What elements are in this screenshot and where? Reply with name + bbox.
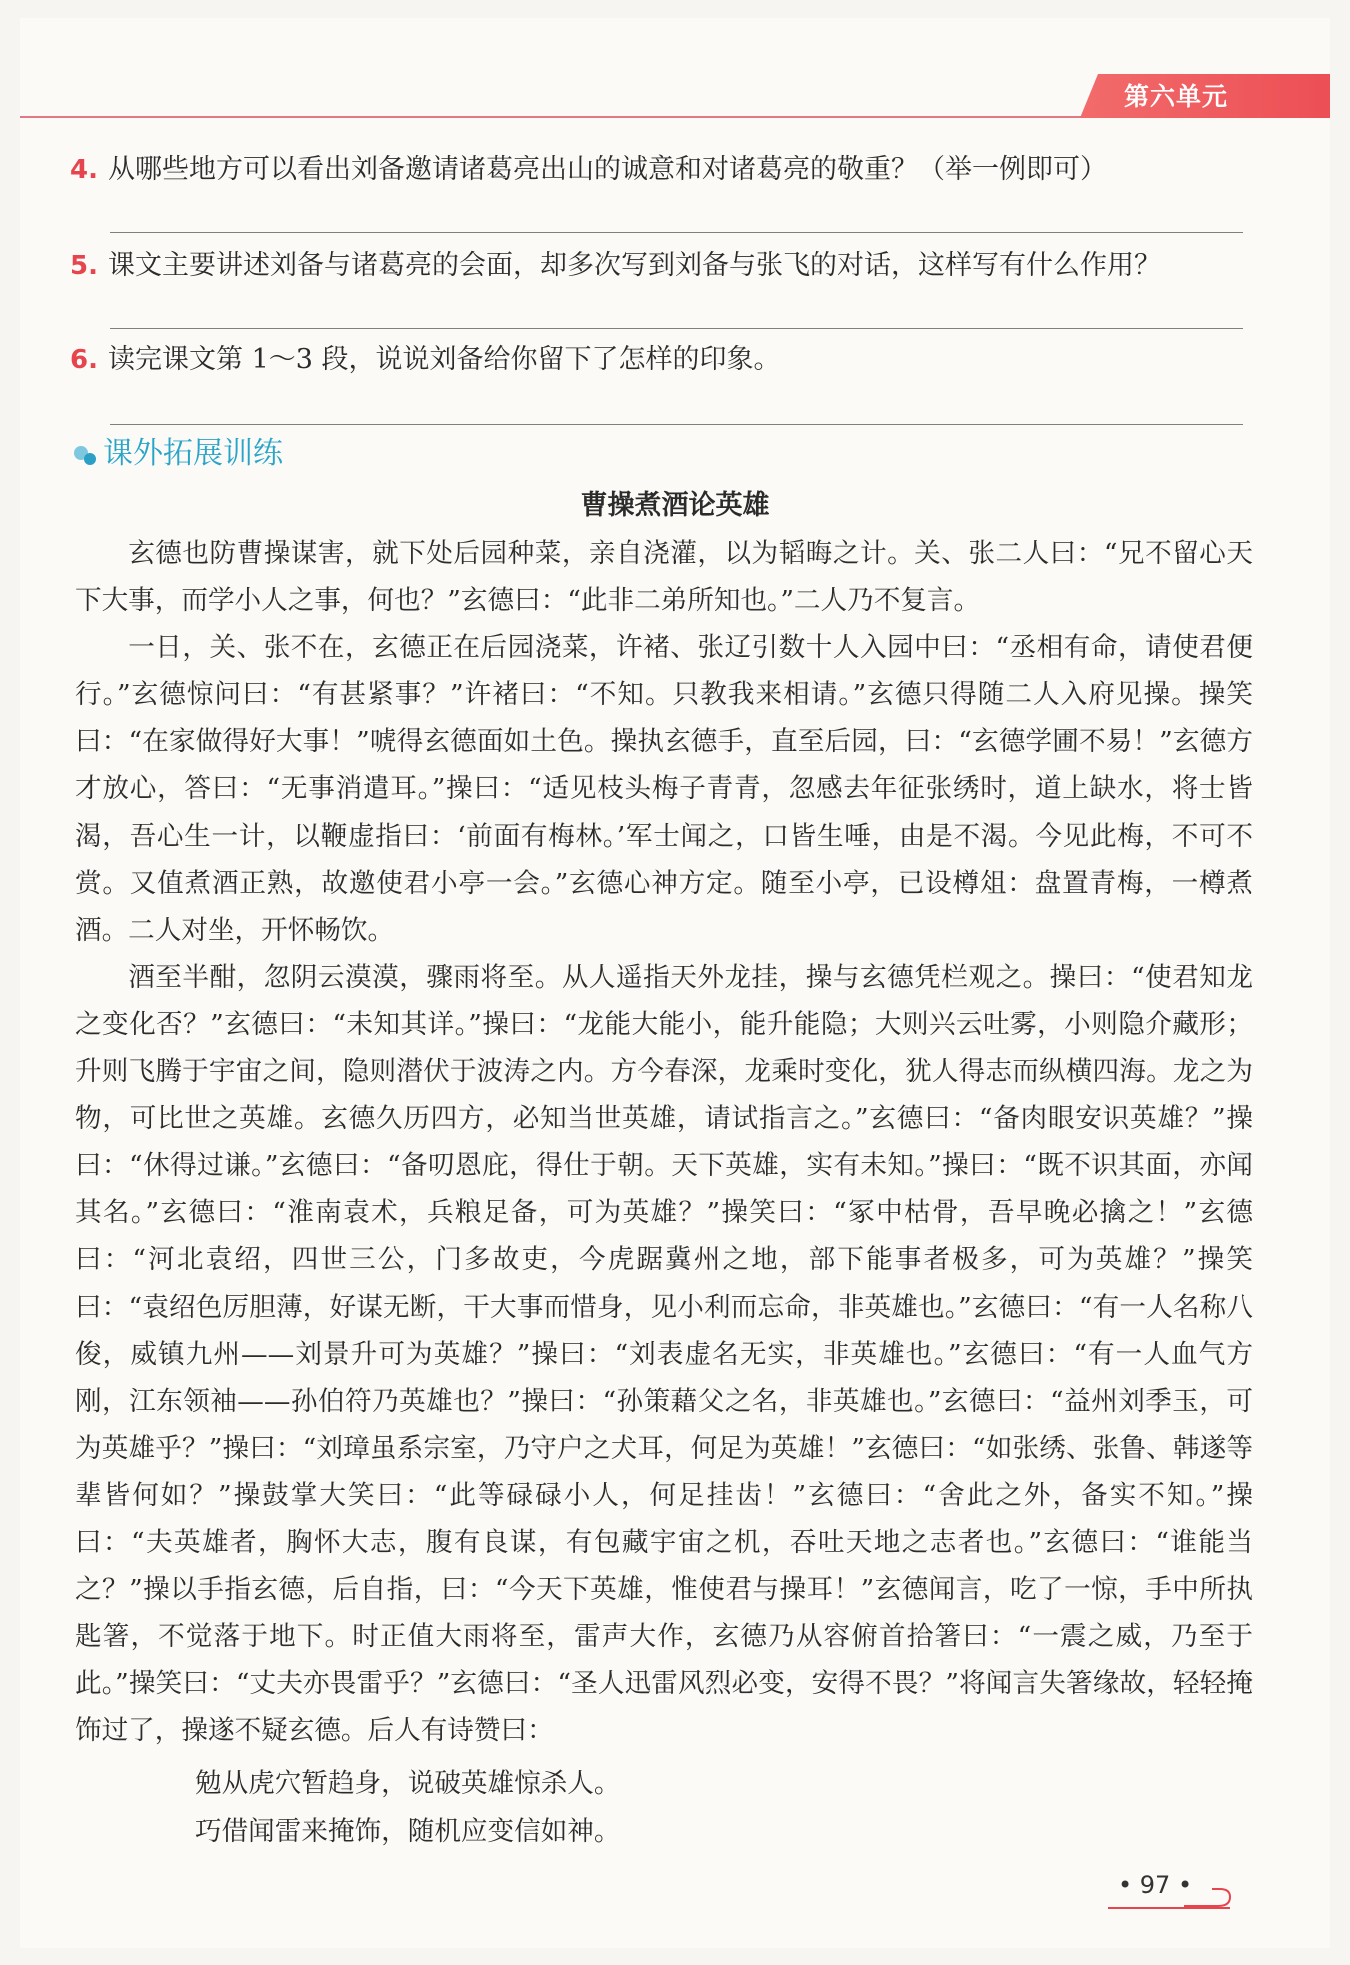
question-text: 课文主要讲述刘备与诸葛亮的会面，却多次写到刘备与张飞的对话，这样写有什么作用？ bbox=[108, 250, 1161, 281]
section-title: 课外拓展训练 bbox=[103, 436, 283, 471]
answer-line-4[interactable] bbox=[110, 232, 1243, 233]
poem-line: 巧借闻雷来掩饰，随机应变信如神。 bbox=[195, 1816, 621, 1847]
question-number: 4. bbox=[70, 155, 98, 185]
question-number: 6. bbox=[70, 345, 98, 375]
answer-line-6[interactable] bbox=[110, 424, 1243, 425]
unit-label: 第六单元 bbox=[1124, 82, 1229, 111]
article-paragraph: 玄德也防曹操谋害，就下处后园种菜，亲自浇灌，以为韬晦之计。关、张二人曰：“兄不留心天下大事，而学小人之事，何也？”玄德曰：“此非二弟所知也。”二人乃不复言。 bbox=[75, 538, 1253, 617]
bubbles-icon bbox=[72, 442, 98, 468]
question-number: 5. bbox=[70, 251, 98, 281]
poem-line: 勉从虎穴暂趋身，说破英雄惊杀人。 bbox=[195, 1768, 621, 1799]
question-text: 读完课文第 1～3 段，说说刘备给你留下了怎样的印象。 bbox=[108, 344, 781, 375]
article-body bbox=[75, 530, 1253, 1754]
page-number: • 97 • bbox=[1118, 1871, 1193, 1899]
question-text: 从哪些地方可以看出刘备邀请诸葛亮出山的诚意和对诸葛亮的敬重？（举一例即可） bbox=[108, 154, 1107, 185]
article-paragraph: 一日，关、张不在，玄德正在后园浇菜，许褚、张辽引数十人入园中曰：“丞相有命，请使君便行。”玄德惊问曰：“有甚紧事？”许褚曰：“不知。只教我来相请。”玄德只得随二人入府见操。操笑曰：“在家做得好大事！”唬得玄德面如土色。操执玄德手，直至后园，曰：“玄德学圃不易！”玄德方才放心，答曰：“无事消遣耳。”操曰：“适见枝头梅子青青，忽感去年征张绣时，道上缺水，将士皆渴，吾心生一计，以鞭虚指曰：‘前面有梅林。’军士闻之，口皆生唾，由是不渴。今见此梅，不可不赏。又值煮酒正熟，故邀使君小亭一会。”玄德心神方定。随至小亭，已设樽俎：盘置青梅，一樽煮酒。二人对坐，开怀畅饮。 bbox=[75, 632, 1253, 946]
article-paragraph: 酒至半酣，忽阴云漠漠，骤雨将至。从人遥指天外龙挂，操与玄德凭栏观之。操曰：“使君知龙之变化否？”玄德曰：“未知其详。”操曰：“龙能大能小，能升能隐；大则兴云吐雾，小则隐介藏形；升则飞腾于宇宙之间，隐则潜伏于波涛之内。方今春深，龙乘时变化，犹人得志而纵横四海。龙之为物，可比世之英雄。玄德久历四方，必知当世英雄，请试指言之。”玄德曰：“备肉眼安识英雄？”操曰：“休得过谦。”玄德曰：“备叨恩庇，得仕于朝。天下英雄，实有未知。”操曰：“既不识其面，亦闻其名。”玄德曰：“淮南袁术，兵粮足备，可为英雄？”操笑曰：“冢中枯骨，吾早晚必擒之！”玄德曰：“河北袁绍，四世三公，门多故吏，今虎踞冀州之地，部下能事者极多，可为英雄？”操笑曰：“袁绍色厉胆薄，好谋无断，干大事而惜身，见小利而忘命，非英雄也。”玄德曰：“有一人名称八俊，威镇九州——刘景升可为英雄？”操曰：“刘表虚名无实，非英雄也。”玄德曰：“有一人血气方刚，江东领袖——孙伯符乃英雄也？”操曰：“孙策藉父之名，非英雄也。”玄德曰：“益州刘季玉，可为英雄乎？”操曰：“刘璋虽系宗室，乃守户之犬耳，何足为英雄！”玄德曰：“如张绣、张鲁、韩遂等辈皆何如？”操鼓掌大笑曰：“此等碌碌小人，何足挂齿！”玄德曰：“舍此之外，备实不知。”操曰：“夫英雄者，胸怀大志，腹有良谋，有包藏宇宙之机，吞吐天地之志者也。”玄德曰：“谁能当之？”操以手指玄德，后自指，曰：“今天下英雄，惟使君与操耳！”玄德闻言，吃了一惊，手中所执匙箸，不觉落于地下。时正值大雨将至，雷声大作，玄德乃从容俯首拾箸曰：“一震之威，乃至于此。”操笑曰：“丈夫亦畏雷乎？”玄德曰：“圣人迅雷风烈必变，安得不畏？”将闻言失箸缘故，轻轻掩饰过了，操遂不疑玄德。后人有诗赞曰： bbox=[75, 961, 1253, 1747]
answer-line-5[interactable] bbox=[110, 328, 1243, 329]
article-title: 曹操煮酒论英雄 bbox=[580, 490, 770, 521]
page-corner-decoration-icon bbox=[1182, 1886, 1234, 1908]
